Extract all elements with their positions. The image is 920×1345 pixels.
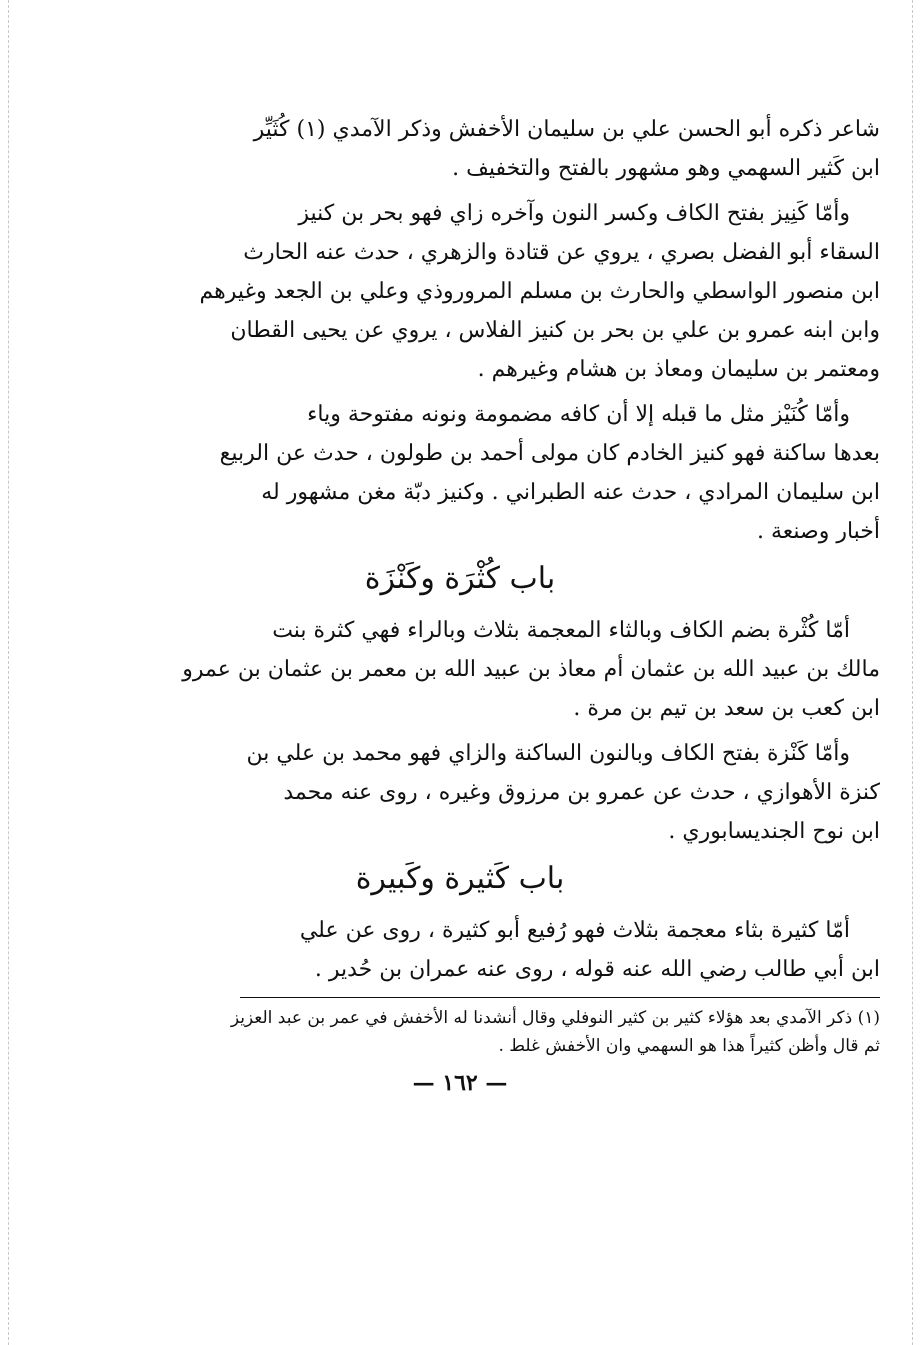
text-line: ابن منصور الواسطي والحارث بن مسلم المروروذي وعلي بن الجعد وغيرهم xyxy=(199,279,880,304)
paragraph xyxy=(40,734,880,851)
paragraph xyxy=(40,110,880,188)
text-line: ابن كَثير السهمي وهو مشهور بالفتح والتخفيف . xyxy=(452,156,880,181)
text-line: السقاء أبو الفضل بصري ، يروي عن قتادة والزهري ، حدث عنه الحارث xyxy=(243,240,880,265)
text-line: ابن أبي طالب رضي الله عنه قوله ، روى عنه عمران بن حُدير . xyxy=(314,957,880,982)
footnote-divider xyxy=(240,997,880,998)
text-line: كنزة الأهوازي ، حدث عن عمرو بن مرزوق وغيره ، روى عنه محمد xyxy=(283,780,880,805)
footnote xyxy=(40,1004,880,1060)
page-number: — ١٦٢ — xyxy=(412,1070,508,1096)
text-line: وأمّا كَنْزة بفتح الكاف وبالنون الساكنة والزاي فهو محمد بن علي بن xyxy=(246,741,850,766)
scan-edge-left xyxy=(8,0,9,1345)
text-line: شاعر ذكره أبو الحسن علي بن سليمان الأخفش وذكر الآمدي (١) كُثَيِّر xyxy=(253,117,880,142)
text-line: ابن سليمان المرادي ، حدث عنه الطبراني . وكنيز دبّة مغن مشهور له xyxy=(261,480,880,505)
footnote-line: ثم قال وأظن كثيراً هذا هو السهمي وان الأخفش غلط . xyxy=(498,1036,880,1056)
text-line: وأمّا كَنِيز بفتح الكاف وكسر النون وآخره زاي فهو بحر بن كنيز xyxy=(298,201,850,226)
text-line: ومعتمر بن سليمان ومعاذ بن هشام وغيرهم . xyxy=(477,357,880,382)
document-page xyxy=(40,110,880,1096)
text-line: بعدها ساكنة فهو كنيز الخادم كان مولى أحمد بن طولون ، حدث عن الربيع xyxy=(219,441,880,466)
scan-edge-right xyxy=(912,0,913,1345)
paragraph xyxy=(40,611,880,728)
text-line: وأمّا كُنَيْز مثل ما قبله إلا أن كافه مضمومة ونونه مفتوحة وياء xyxy=(307,402,850,427)
paragraph xyxy=(40,194,880,389)
section-heading: باب كُثْرَة وكَنْزَة xyxy=(364,561,556,596)
text-line: ابن نوح الجنديسابوري . xyxy=(668,819,880,844)
paragraph xyxy=(40,395,880,551)
text-line: ابن كعب بن سعد بن تيم بن مرة . xyxy=(573,696,880,721)
text-line: وابن ابنه عمرو بن علي بن بحر بن كنيز الفلاس ، يروي عن يحيى القطان xyxy=(230,318,880,343)
text-line: أمّا كثيرة بثاء معجمة بثلاث فهو رُفيع أبو كثيرة ، روى عن علي xyxy=(299,918,850,943)
text-line: أخبار وصنعة . xyxy=(756,519,880,544)
text-line: مالك بن عبيد الله بن عثمان أم معاذ بن عبيد الله بن معمر بن عثمان بن عمرو xyxy=(182,657,880,682)
paragraph xyxy=(40,911,880,989)
footnote-line: (١) ذكر الآمدي بعد هؤلاء كثير بن كثير النوفلي وقال أنشدنا له الأخفش في عمر بن عبد العزيز xyxy=(230,1008,880,1028)
text-line: أمّا كُثْرة بضم الكاف وبالثاء المعجمة بثلاث وبالراء فهي كثرة بنت xyxy=(272,618,850,643)
body-text xyxy=(40,110,880,989)
section-heading: باب كَثيرة وكَبيرة xyxy=(355,861,565,896)
